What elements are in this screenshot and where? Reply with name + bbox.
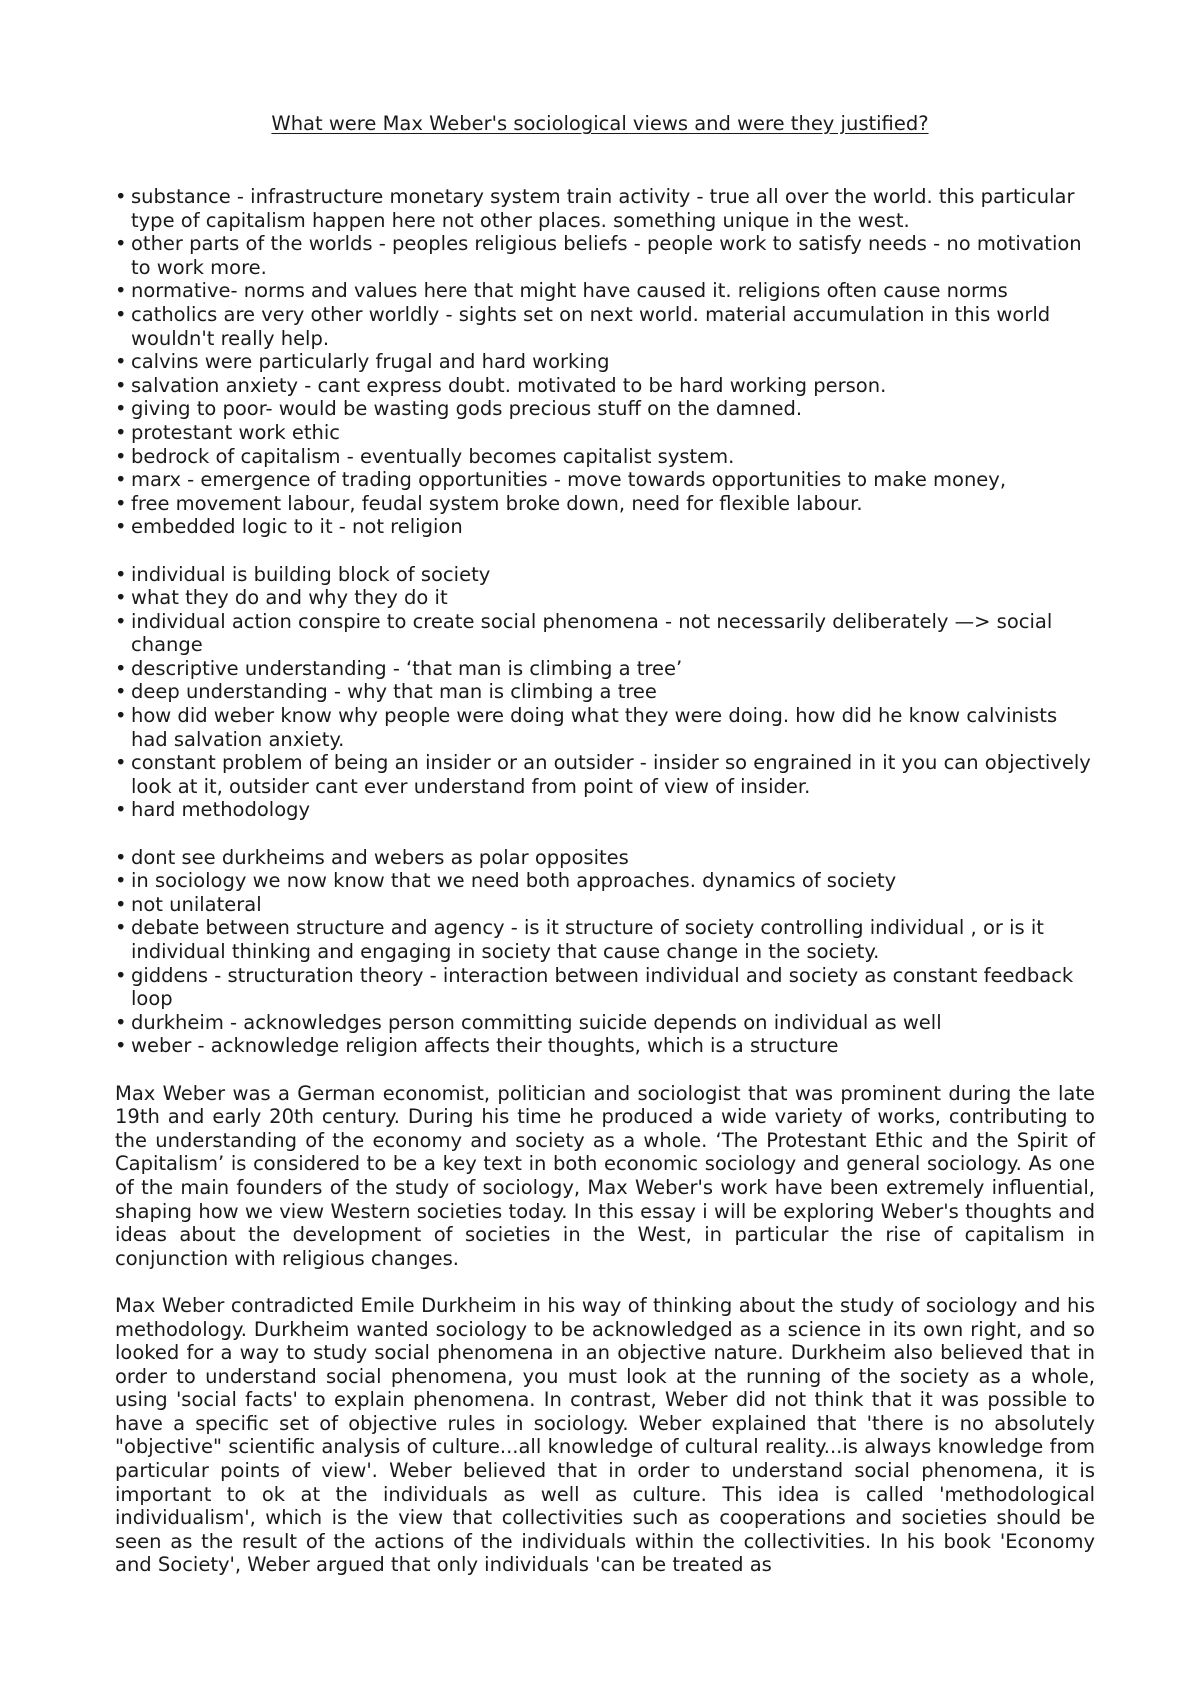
bullet-item: • not unilateral [115, 893, 1095, 917]
bullet-item: • debate between structure and agency - is it structure of society controlling individual , or is it individual thinking and engaging in society that cause change in the society. [115, 916, 1095, 963]
spacer [115, 1270, 1095, 1294]
bullet-item: • weber - acknowledge religion affects their thoughts, which is a structure [115, 1034, 1095, 1058]
bullet-item: • bedrock of capitalism - eventually becomes capitalist system. [115, 445, 1095, 469]
bullet-item: • marx - emergence of trading opportunities - move towards opportunities to make money, [115, 468, 1095, 492]
spacer [115, 1058, 1095, 1082]
bullet-item: • free movement labour, feudal system broke down, need for flexible labour. [115, 492, 1095, 516]
bullet-item: • what they do and why they do it [115, 586, 1095, 610]
bullet-item: • protestant work ethic [115, 421, 1095, 445]
bullet-item: • calvins were particularly frugal and hard working [115, 350, 1095, 374]
bullet-item: • in sociology we now know that we need both approaches. dynamics of society [115, 869, 1095, 893]
notes-list-debate [115, 846, 1095, 1058]
bullet-item: • dont see durkheims and webers as polar opposites [115, 846, 1095, 870]
essay-paragraph-methodology: Max Weber contradicted Emile Durkheim in his way of thinking about the study of sociology and his methodology. Durkheim wanted sociology to be acknowledged as a science in its own right, and so looked for a way to study social phenomena in an objective nature. Durkheim also believed that in order to understand social phenomena, you must look at the running of the society as a whole, using 'social facts' to explain phenomena. In contrast, Weber did not think that it was possible to have a specific set of objective rules in sociology. Weber explained that 'there is no absolutely "objective" scientific analysis of culture...all knowledge of cultural reality...is always knowledge from particular points of view'. Weber believed that in order to understand social phenomena, it is important to ok at the individuals as well as culture. This idea is called 'methodological individualism', which is the view that collectivities such as cooperations and societies should be seen as the result of the actions of the individuals within the collectivities. In his book 'Economy and Society', Weber argued that only individuals 'can be treated as [115, 1293, 1095, 1577]
bullet-item: • durkheim - acknowledges person committing suicide depends on individual as well [115, 1011, 1095, 1035]
bullet-item: • descriptive understanding - ‘that man is climbing a tree’ [115, 657, 1095, 681]
bullet-item: • other parts of the worlds - peoples religious beliefs - people work to satisfy needs - no motivation to work more. [115, 232, 1095, 279]
notes-list-individual [115, 563, 1095, 823]
bullet-item: • individual action conspire to create social phenomena - not necessarily deliberately —> social change [115, 610, 1095, 657]
bullet-item: • giving to poor- would be wasting gods precious stuff on the damned. [115, 397, 1095, 421]
bullet-item: • substance - infrastructure monetary system train activity - true all over the world. this particular type of capitalism happen here not other places. something unique in the west. [115, 185, 1095, 232]
bullet-item: • individual is building block of society [115, 563, 1095, 587]
notes-list-substance [115, 185, 1095, 539]
spacer [115, 822, 1095, 846]
bullet-item: • salvation anxiety - cant express doubt. motivated to be hard working person. [115, 374, 1095, 398]
document-title: What were Max Weber's sociological views and were they justified? [271, 112, 929, 135]
bullet-item: • normative- norms and values here that might have caused it. religions often cause norms [115, 279, 1095, 303]
essay-paragraph-intro: Max Weber was a German economist, politician and sociologist that was prominent during the late 19th and early 20th century. During his time he produced a wide variety of works, contributing to the understanding of the economy and society as a whole. ‘The Protestant Ethic and the Spirit of Capitalism’ is considered to be a key text in both economic sociology and general sociology. As one of the main founders of the study of sociology, Max Weber's work have been extremely influential, shaping how we view Western societies today. In this essay i will be exploring Weber's thoughts and ideas about the development of societies in the West, in particular the rise of capitalism in conjunction with religious changes. [115, 1081, 1095, 1270]
bullet-item: • deep understanding - why that man is climbing a tree [115, 680, 1095, 704]
document-body [115, 185, 1095, 1577]
bullet-item: • how did weber know why people were doing what they were doing. how did he know calvinists had salvation anxiety. [115, 704, 1095, 751]
bullet-item: • embedded logic to it - not religion [115, 515, 1095, 539]
bullet-item: • giddens - structuration theory - interaction between individual and society as constant feedback loop [115, 964, 1095, 1011]
bullet-item: • catholics are very other worldly - sights set on next world. material accumulation in this world wouldn't really help. [115, 303, 1095, 350]
spacer [115, 539, 1095, 563]
bullet-item: • constant problem of being an insider or an outsider - insider so engrained in it you can objectively look at it, outsider cant ever understand from point of view of insider. [115, 751, 1095, 798]
bullet-item: • hard methodology [115, 798, 1095, 822]
